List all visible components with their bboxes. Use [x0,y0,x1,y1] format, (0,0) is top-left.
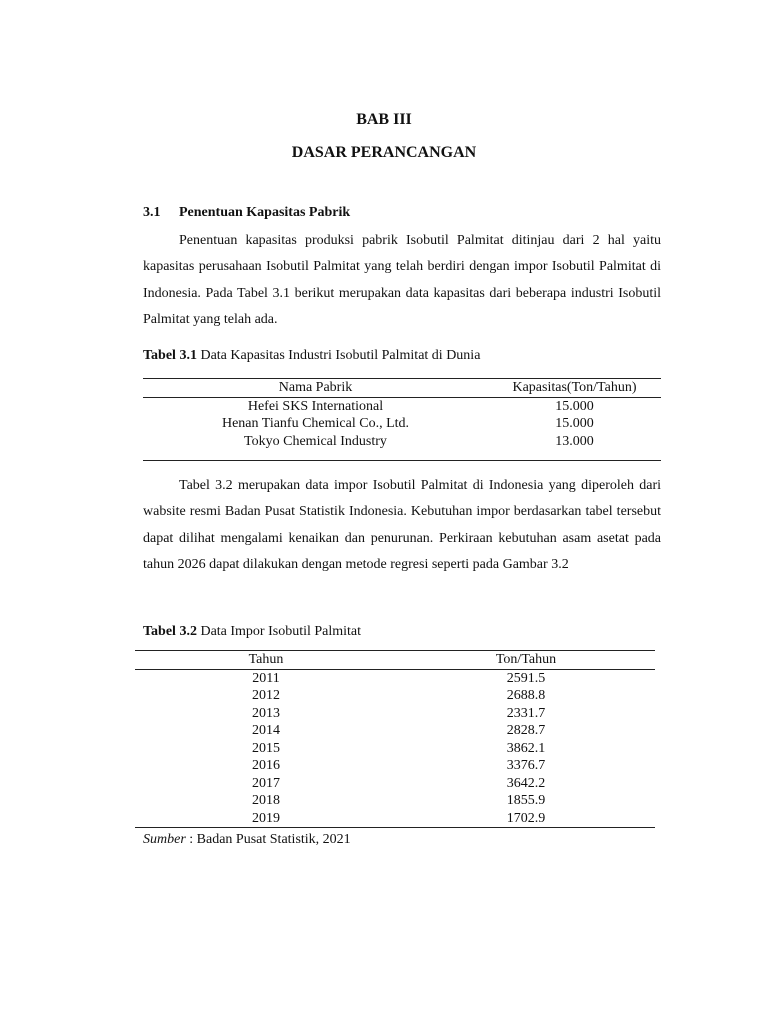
table-cell: 2591.5 [506,670,546,686]
table-cell: Hefei SKS International [247,398,384,414]
section-title: Penentuan Kapasitas Pabrik [179,205,351,220]
table1-caption-label: Tabel 3.1 [143,348,197,363]
table-cell: 2015 [252,740,280,756]
table2-caption-label: Tabel 3.2 [143,624,197,639]
table-row [143,397,661,415]
table-row [135,740,655,758]
table-header-cell: Ton/Tahun [397,651,655,670]
section-heading [143,205,350,221]
table-cell: 15.000 [555,416,594,431]
section-number: 3.1 [143,205,161,220]
table-row [135,757,655,775]
table-cell: 1702.9 [506,810,546,826]
import-table [135,650,655,828]
table1-caption-text: Data Kapasitas Industri Isobutil Palmitat di Dunia [196,348,481,363]
table-header-row [143,379,661,398]
paragraph-import: Tabel 3.2 merupakan data impor Isobutil Palmitat di Indonesia yang diperoleh dari wabsite resmi Badan Pusat Statistik Indonesia. Kebutuhan impor berdasarkan tabel tersebut dapat dilihat mengalami kenaikan dan penurunan. Perkiraan kebutuhan asam asetat pada tahun 2026 dapat dilakukan dengan metode regresi seperti pada Gambar 3.2 [143,478,661,572]
table-cell: 15.000 [555,398,594,414]
table-row [135,705,655,723]
table-cell: 3642.2 [506,775,546,791]
table-row [135,792,655,810]
table-cell: 2331.7 [506,705,546,721]
source-text: : Badan Pusat Statistik, 2021 [185,832,351,847]
table-cell: 1855.9 [506,793,546,808]
table-cell: 2019 [252,810,280,826]
chapter-number: BAB III [356,111,412,128]
table-cell: 2688.8 [506,688,546,703]
table-row [135,810,655,828]
table2-caption [143,624,361,640]
table-cell: 2014 [252,723,280,738]
chapter-title: DASAR PERANCANGAN [291,144,477,161]
table-cell: 3376.7 [506,758,546,773]
source-label: Sumber [143,832,186,847]
table-row [135,775,655,793]
table-cell: Henan Tianfu Chemical Co., Ltd. [221,416,410,431]
table-cell: 3862.1 [506,740,546,756]
table1-caption [143,348,480,364]
table-row [143,433,661,461]
table-source [143,832,351,848]
table-cell: 2011 [252,670,280,686]
table-row [135,687,655,705]
table-cell: 2018 [252,793,280,808]
paragraph-capacity: Penentuan kapasitas produksi pabrik Isobutil Palmitat ditinjau dari 2 hal yaitu kapasitas perusahaan Isobutil Palmitat yang telah berdiri dengan impor Isobutil Palmitat di Indonesia. Pada Tabel 3.1 berikut merupakan data kapasitas dari beberapa industri Isobutil Palmitat yang telah ada. [143,233,661,327]
table-cell: Tokyo Chemical Industry [244,433,387,449]
table-row [135,669,655,687]
table-header-row [135,651,655,670]
table-header-cell: Nama Pabrik [143,379,488,398]
table-cell: 2016 [252,758,280,773]
table2-caption-text: Data Impor Isobutil Palmitat [196,624,362,639]
capacity-table [143,378,661,461]
table-cell: 2828.7 [506,723,546,738]
table-cell: 13.000 [555,433,594,449]
table-header-cell: Kapasitas(Ton/Tahun) [488,379,661,398]
table-cell: 2013 [252,705,280,721]
table-row [135,722,655,740]
table-cell: 2012 [252,688,280,703]
table-row [143,415,661,433]
table-cell: 2017 [252,775,280,791]
table-header-cell: Tahun [135,651,397,670]
